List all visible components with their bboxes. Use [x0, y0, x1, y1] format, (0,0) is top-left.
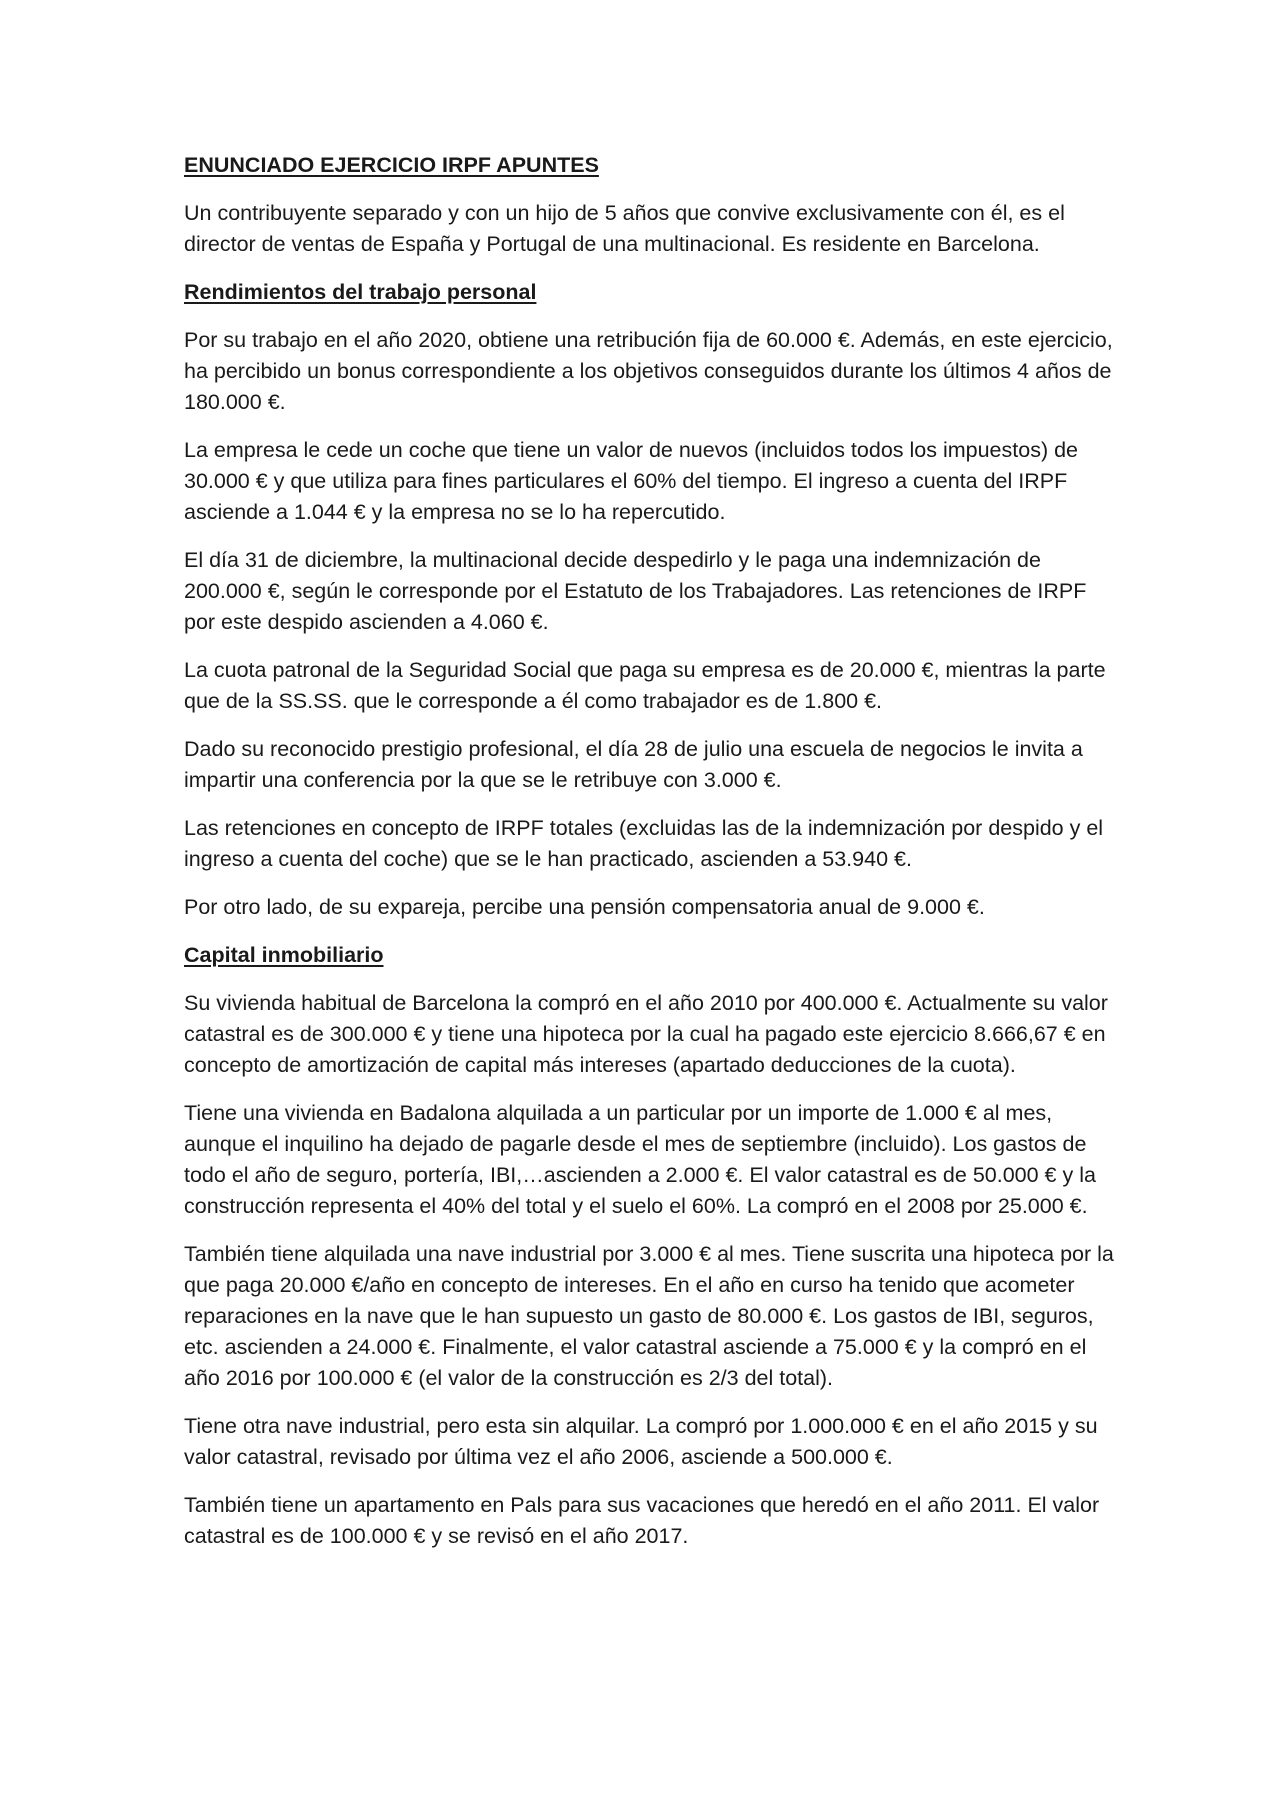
intro-paragraph: Un contribuyente separado y con un hijo de 5 años que convive exclusivamente con él, es el director de ventas de España y Portugal de una multinacional. Es residente en Barcelona. — [184, 201, 1065, 256]
section-heading-capital: Capital inmobiliario — [184, 943, 384, 967]
paragraph-pension: Por otro lado, de su expareja, percibe una pensión compensatoria anual de 9.000 €. — [184, 895, 985, 919]
paragraph-conferencia: Dado su reconocido prestigio profesional, el día 28 de julio una escuela de negocios le invita a impartir una conferencia por la que se le retribuye con 3.000 €. — [184, 737, 1083, 792]
paragraph-nave-alquilada: También tiene alquilada una nave industrial por 3.000 € al mes. Tiene suscrita una hipoteca por la que paga 20.000 €/año en concepto de intereses. En el año en curso ha tenido que acometer reparaciones en la nave que le han supuesto un gasto de 80.000 €. Los gastos de IBI, seguros, etc. ascienden a 24.000 €. Finalmente, el valor catastral asciende a 75.000 € y la compró en el año 2016 por 100.000 € (el valor de la construcción es 2/3 del total). — [184, 1242, 1114, 1390]
paragraph-coche: La empresa le cede un coche que tiene un valor de nuevos (incluidos todos los impuestos) de 30.000 € y que utiliza para fines particulares el 60% del tiempo. El ingreso a cuenta del IRPF asciende a 1.044 € y la empresa no se lo ha repercutido. — [184, 438, 1078, 524]
paragraph-apartamento-pals: También tiene un apartamento en Pals para sus vacaciones que heredó en el año 2011. El valor catastral es de 100.000 € y se revisó en el año 2017. — [184, 1493, 1100, 1548]
paragraph-seguridad-social: La cuota patronal de la Seguridad Social que paga su empresa es de 20.000 €, mientras la parte que de la SS.SS. que le corresponde a él como trabajador es de 1.800 €. — [184, 658, 1106, 713]
paragraph-vivienda-habitual: Su vivienda habitual de Barcelona la compró en el año 2010 por 400.000 €. Actualmente su valor catastral es de 300.000 € y tiene una hipoteca por la cual ha pagado este ejercicio 8.666,67 € en concepto de amortización de capital más intereses (apartado deducciones de la cuota). — [184, 991, 1108, 1077]
paragraph-nave-sin-alquilar: Tiene otra nave industrial, pero esta sin alquilar. La compró por 1.000.000 € en el año 2015 y su valor catastral, revisado por última vez el año 2006, asciende a 500.000 €. — [184, 1414, 1098, 1469]
paragraph-vivienda-badalona: Tiene una vivienda en Badalona alquilada a un particular por un importe de 1.000 € al mes, aunque el inquilino ha dejado de pagarle desde el mes de septiembre (incluido). Los gastos de todo el año de seguro, portería, IBI,…ascienden a 2.000 €. El valor catastral es de 50.000 € y la construcción representa el 40% del total y el suelo el 60%. La compró en el 2008 por 25.000 €. — [184, 1101, 1096, 1218]
section-heading-trabajo: Rendimientos del trabajo personal — [184, 280, 537, 304]
paragraph-despido: El día 31 de diciembre, la multinacional decide despedirlo y le paga una indemnización de 200.000 €, según le corresponde por el Estatuto de los Trabajadores. Las retenciones de IRPF por este despido ascienden a 4.060 €. — [184, 548, 1087, 634]
paragraph-retribucion: Por su trabajo en el año 2020, obtiene una retribución fija de 60.000 €. Además, en este ejercicio, ha percibido un bonus correspondiente a los objetivos conseguidos durante los últimos 4 años de 180.000 €. — [184, 328, 1113, 414]
document-page — [184, 150, 1114, 1569]
paragraph-retenciones: Las retenciones en concepto de IRPF totales (excluidas las de la indemnización por despido y el ingreso a cuenta del coche) que se le han practicado, ascienden a 53.940 €. — [184, 816, 1104, 871]
document-title: ENUNCIADO EJERCICIO IRPF APUNTES — [184, 153, 599, 177]
